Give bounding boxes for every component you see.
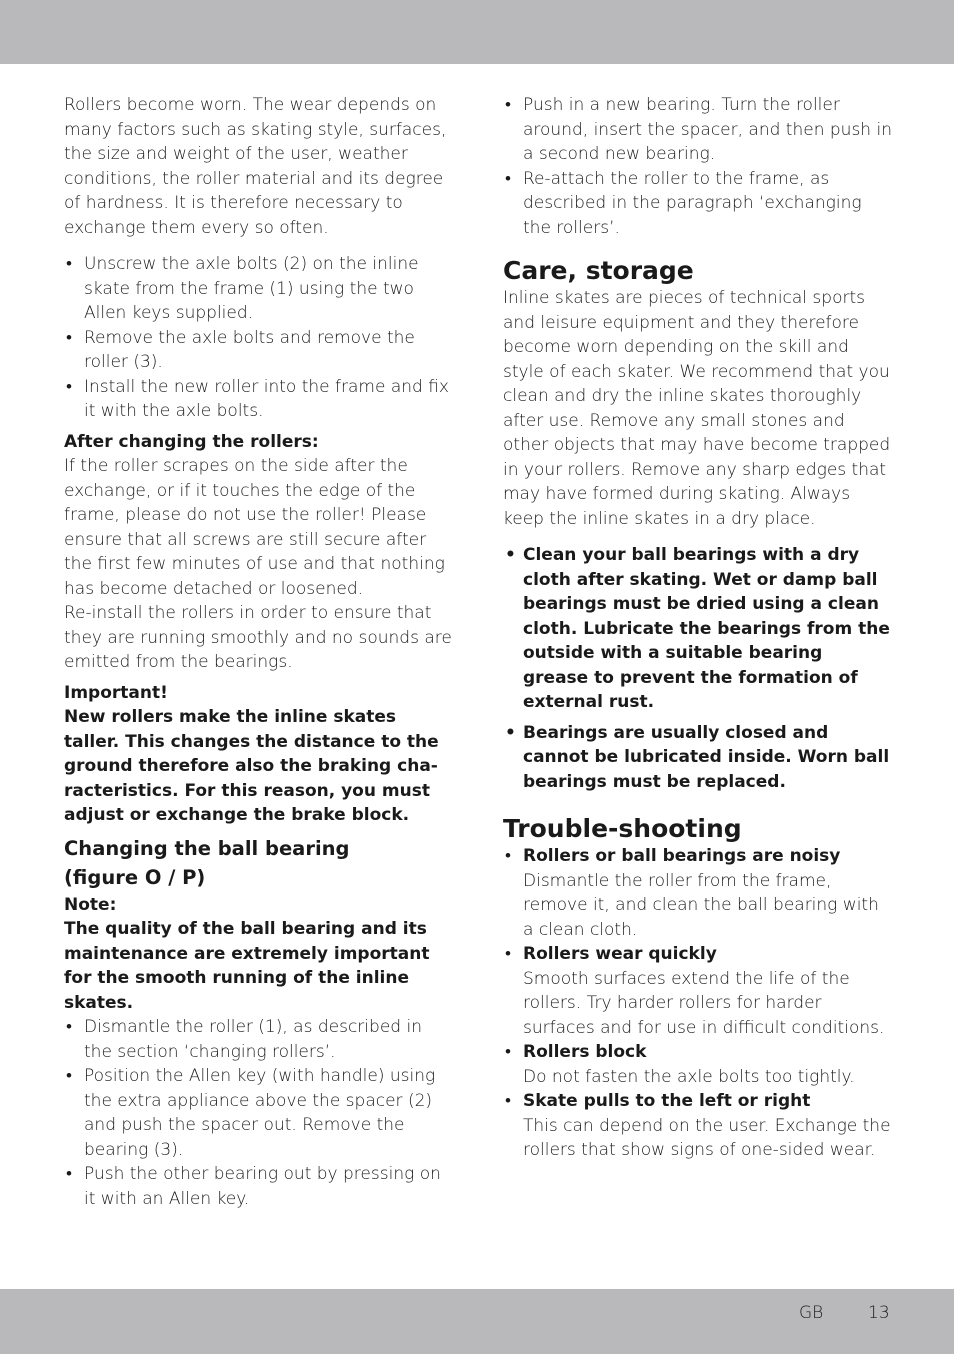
- trouble-item-title: • Rollers or ball bearings are noisy: [523, 846, 841, 866]
- footer-language-code: GB: [799, 1303, 824, 1323]
- list-item: • Remove the axle bolts and remove the roller (3).: [64, 326, 454, 375]
- care-bullets-list: [503, 543, 893, 794]
- list-item: • Unscrew the axle bolts (2) on the inline skate from the frame (1) using the two Allen keys supplied.: [64, 252, 454, 326]
- list-item: • Push in a new bearing. Turn the roller around, insert the spacer, and then push in a second new bearing.: [503, 93, 893, 167]
- roller-steps-list: [64, 252, 454, 424]
- trouble-item-text: This can depend on the user. Exchange the rollers that show signs of one-sided wear.: [523, 1115, 891, 1160]
- trouble-shooting-heading: Trouble-shooting: [503, 814, 742, 843]
- header-band: [0, 0, 954, 64]
- page-number: 13: [868, 1303, 890, 1323]
- important-text: New rollers make the inline skates taller. This changes the distance to the ground therefore also the braking cha-racteristics. For this reason, you must adjust or exchange the brake block.: [64, 707, 439, 825]
- left-column: [64, 93, 454, 1211]
- trouble-item-title: • Rollers block: [523, 1042, 647, 1062]
- bearing-heading-line-2: (figure O / P): [64, 866, 206, 889]
- list-item: • Clean your ball bearings with a dry cloth after skating. Wet or damp ball bearings must be dried using a clean cloth. Lubricate the bearings from the outside with a suitable bearing grease to prevent the formation of external rust.: [503, 543, 893, 715]
- list-item: [503, 1040, 893, 1089]
- list-item: [503, 1089, 893, 1163]
- list-item: • Bearings are usually closed and cannot be lubricated inside. Worn ball bearings must be replaced.: [503, 721, 893, 795]
- after-changing-text-2: Re-install the rollers in order to ensure that they are running smoothly and no sounds are emitted from the bearings.: [64, 603, 452, 672]
- right-column: [503, 93, 893, 1163]
- trouble-item-text: Dismantle the roller from the frame, remove it, and clean the ball bearing with a clean cloth.: [523, 870, 879, 940]
- care-storage-text: Inline skates are pieces of technical sports and leisure equipment and they therefore become worn depending on the skill and style of each skater. We recommend that you clean and dry the inline skates thoroughly after use. Remove any small stones and other objects that may have become trapped in your rollers. Remove any sharp edges that may have formed during skating. Always keep the inline skates in a dry place.: [503, 288, 891, 529]
- care-storage-heading: Care, storage: [503, 256, 694, 285]
- important-heading: Important!: [64, 682, 168, 703]
- bearing-heading-line-1: Changing the ball bearing: [64, 836, 350, 860]
- list-item: [503, 942, 893, 1040]
- list-item: • Position the Allen key (with handle) using the extra appliance above the spacer (2) and push the spacer out. Remove the bearing (3).: [64, 1064, 454, 1162]
- list-item: • Push the other bearing out by pressing on it with an Allen key.: [64, 1162, 454, 1211]
- after-changing-text-1: If the roller scrapes on the side after the exchange, or if it touches the edge of the frame, please do not use the roller! Please ensure that all screws are still secure after the first few minutes of use and that nothing has become detached or loosened.: [64, 456, 445, 599]
- list-item: • Dismantle the roller (1), as described in the section ‘changing rollers’.: [64, 1015, 454, 1064]
- note-text: The quality of the ball bearing and its maintenance are extremely important for the smooth running of the inline skates.: [64, 919, 430, 1013]
- trouble-shooting-list: [503, 844, 893, 1163]
- list-item: • Re-attach the roller to the frame, as described in the paragraph ‘exchanging the rollers’.: [503, 167, 893, 241]
- list-item: [503, 844, 893, 942]
- bearing-steps-list: [64, 1015, 454, 1211]
- bearing-steps-continued-list: [503, 93, 893, 240]
- trouble-item-title: • Rollers wear quickly: [523, 944, 717, 964]
- intro-paragraph: Rollers become worn. The wear depends on many factors such as skating style, surfaces, the size and weight of the user, weather conditions, the roller material and its degree of hardness. It is therefore necessary to exchange them every so often.: [64, 95, 447, 238]
- trouble-item-text: Smooth surfaces extend the life of the rollers. Try harder rollers for harder surfaces and for use in difficult conditions.: [523, 968, 885, 1038]
- note-heading: Note:: [64, 894, 117, 915]
- after-changing-heading: After changing the rollers:: [64, 431, 319, 452]
- trouble-item-text: Do not fasten the axle bolts too tightly.: [523, 1066, 855, 1087]
- bearing-heading: [64, 834, 454, 893]
- trouble-item-title: • Skate pulls to the left or right: [523, 1091, 811, 1111]
- list-item: • Install the new roller into the frame and fix it with the axle bolts.: [64, 375, 454, 424]
